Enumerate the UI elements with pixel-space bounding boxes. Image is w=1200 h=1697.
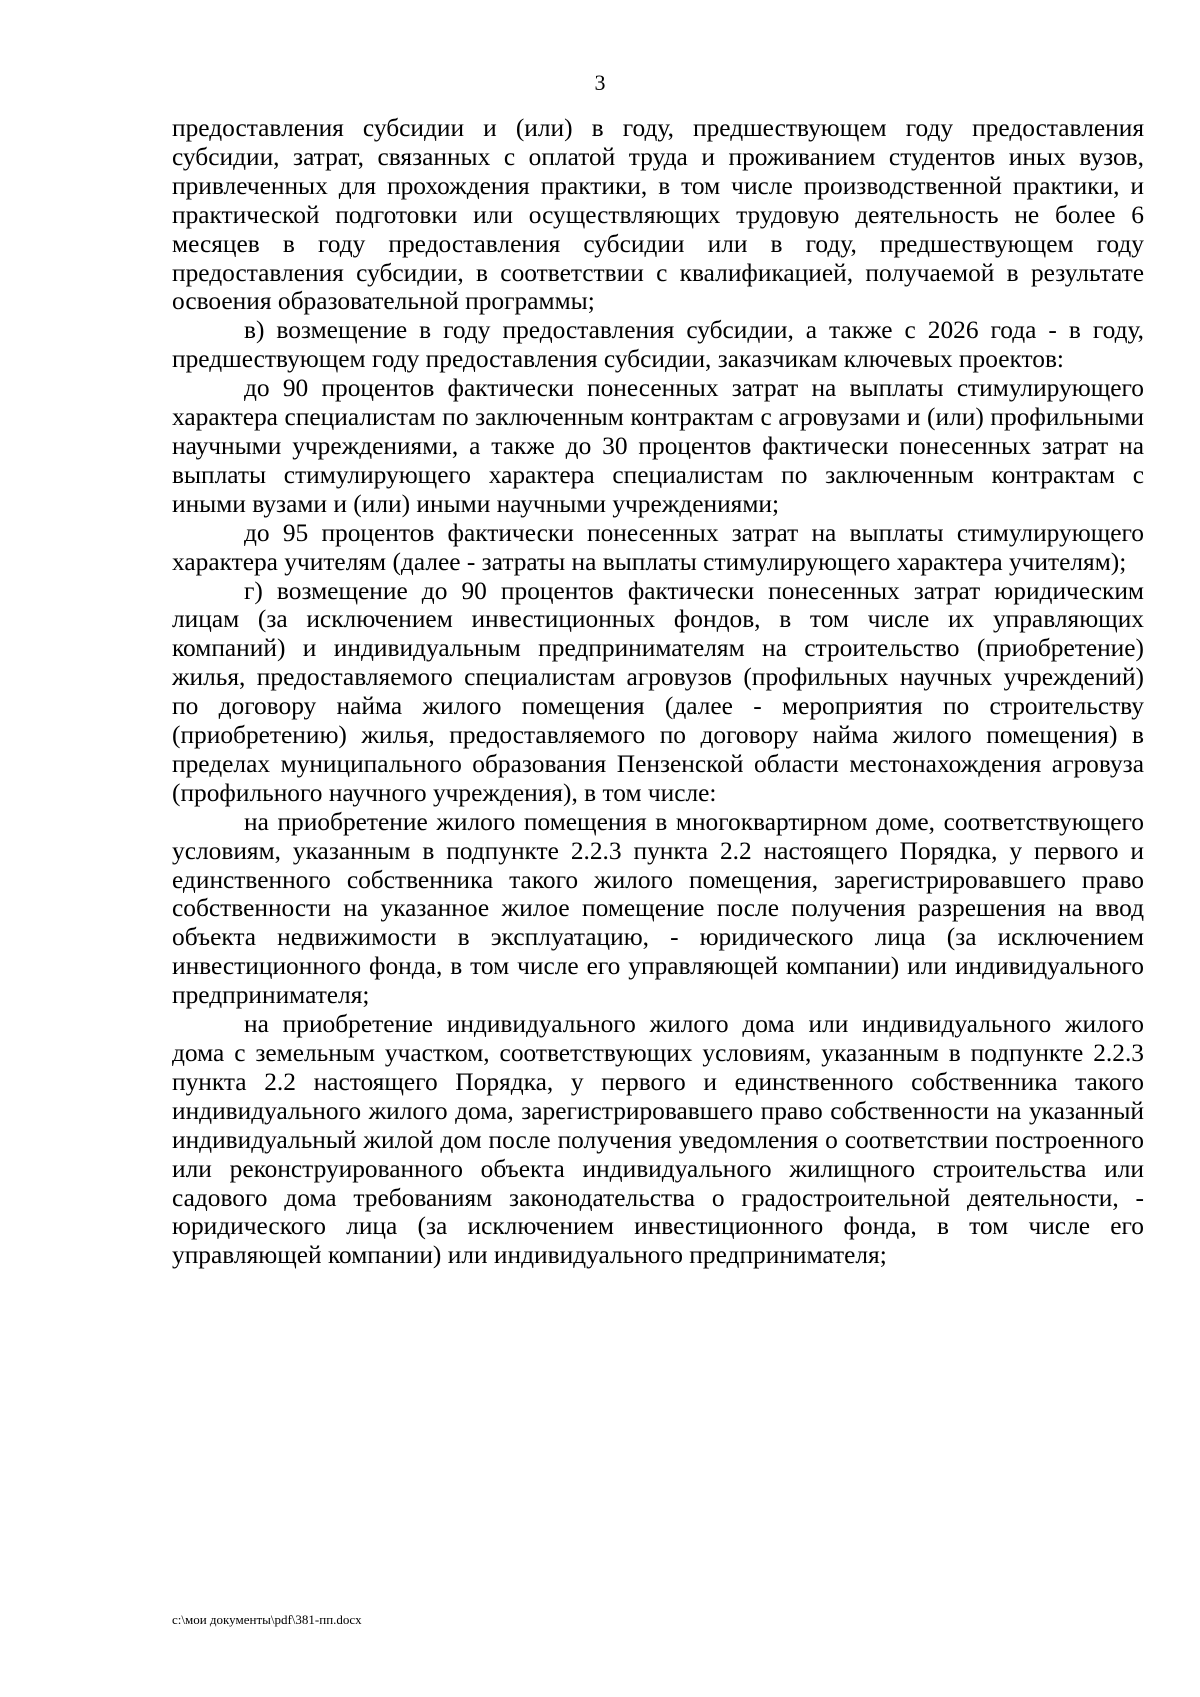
page-number: 3 xyxy=(594,70,606,95)
paragraph: на приобретение индивидуального жилого дома или индивидуального жилого дома с земельным участком, соответствующих условиям, указанным в подпункте 2.2.3 пункта 2.2 настоящего Порядка, у первого и единственного собственника такого индивидуального жилого дома, зарегистрировавшего право собственности на указанный индивидуальный жилой дом после получения уведомления о соответствии построенного или реконструированного объекта индивидуального жилищного строительства или садового дома требованиям законодательства о градостроительной деятельности, - юридического лица (за исключением инвестиционного фонда, в том числе его управляющей компании) или индивидуального предпринимателя; xyxy=(172,1010,1144,1270)
document-body xyxy=(172,114,1144,1270)
paragraph: г) возмещение до 90 процентов фактически понесенных затрат юридическим лицам (за исключением инвестиционных фондов, в том числе их управляющих компаний) и индивидуальным предпринимателям на строительство (приобретение) жилья, предоставляемого специалистам агровузов (профильных научных учреждений) по договору найма жилого помещения (далее - мероприятия по строительству (приобретению) жилья, предоставляемого по договору найма жилого помещения) в пределах муниципального образования Пензенской области местонахождения агровуза (профильного научного учреждения), в том числе: xyxy=(172,576,1144,807)
paragraph: предоставления субсидии и (или) в году, предшествующем году предоставления субсидии, затрат, связанных с оплатой труда и проживанием студентов иных вузов, привлеченных для прохождения практики, в том числе производственной практики, и практической подготовки или осуществляющих трудовую деятельность не более 6 месяцев в году предоставления субсидии или в году, предшествующем году предоставления субсидии, в соответствии с квалификацией, получаемой в результате освоения образовательной программы; xyxy=(172,114,1144,316)
paragraph: на приобретение жилого помещения в многоквартирном доме, соответствующего условиям, указанным в подпункте 2.2.3 пункта 2.2 настоящего Порядка, у первого и единственного собственника такого жилого помещения, зарегистрировавшего право собственности на указанное жилое помещение после получения разрешения на ввод объекта недвижимости в эксплуатацию, - юридического лица (за исключением инвестиционного фонда, в том числе его управляющей компании) или индивидуального предпринимателя; xyxy=(172,807,1144,1010)
paragraph: до 95 процентов фактически понесенных затрат на выплаты стимулирующего характера учителям (далее - затраты на выплаты стимулирующего характера учителям); xyxy=(172,518,1144,576)
footer-file-path: c:\мои документы\pdf\381-пп.docx xyxy=(172,1612,362,1627)
paragraph: до 90 процентов фактически понесенных затрат на выплаты стимулирующего характера специалистам по заключенным контрактам с агровузами и (или) профильными научными учреждениями, а также до 30 процентов фактически понесенных затрат на выплаты стимулирующего характера специалистам по заключенным контрактам с иными вузами и (или) иными научными учреждениями; xyxy=(172,374,1144,518)
paragraph: в) возмещение в году предоставления субсидии, а также с 2026 года - в году, предшествующем году предоставления субсидии, заказчикам ключевых проектов: xyxy=(172,316,1144,374)
